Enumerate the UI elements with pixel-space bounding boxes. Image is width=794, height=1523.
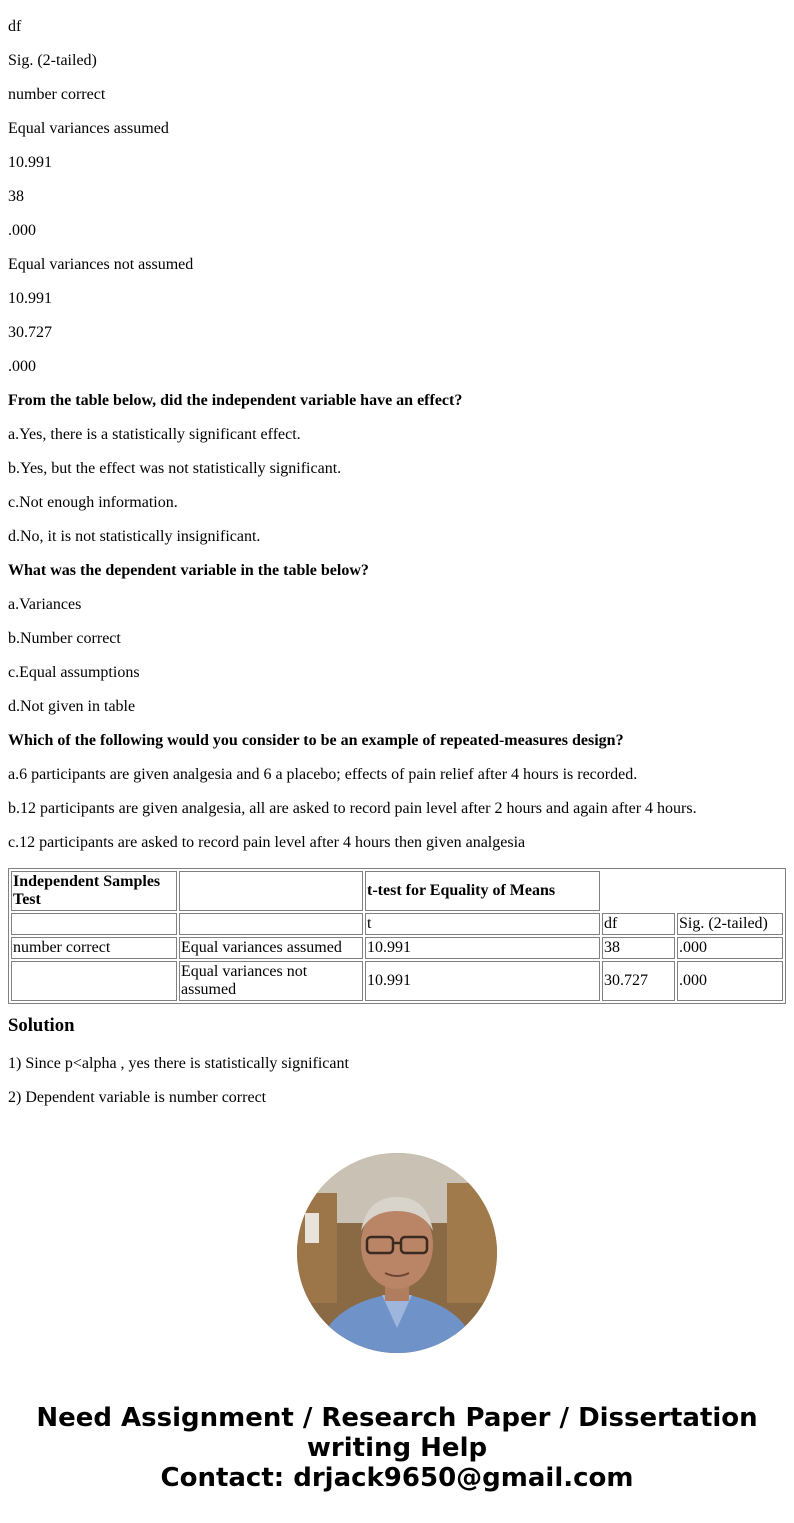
text-line: Equal variances not assumed — [8, 256, 194, 273]
table-cell: 10.991 — [365, 937, 600, 959]
table-row — [11, 871, 783, 911]
table-cell: 38 — [602, 937, 675, 959]
question-2: What was the dependent variable in the table below? — [8, 562, 369, 579]
column-header-t: t — [365, 913, 600, 935]
text-line: 10.991 — [8, 290, 52, 307]
q2-option-d: d.Not given in table — [8, 698, 136, 715]
solution-answer-1: 1) Since p<alpha , yes there is statistically significant — [8, 1055, 349, 1072]
promo-line-2: writing Help — [306, 1433, 488, 1463]
text-line: .000 — [8, 358, 36, 375]
table-cell — [11, 961, 177, 1001]
table-cell: 30.727 — [602, 961, 675, 1001]
portrait-illustration — [297, 1153, 497, 1353]
promo-banner — [0, 1403, 794, 1493]
text-line: Equal variances assumed — [8, 120, 169, 137]
q1-option-a: a.Yes, there is a statistically significant effect. — [8, 426, 301, 443]
table-cell — [179, 871, 363, 911]
q2-option-a: a.Variances — [8, 596, 82, 613]
table-cell: .000 — [677, 961, 783, 1001]
solution-answer-2: 2) Dependent variable is number correct — [8, 1089, 267, 1106]
q2-option-c: c.Equal assumptions — [8, 664, 140, 681]
table-cell: Equal variances assumed — [179, 937, 363, 959]
table-row — [11, 937, 783, 959]
table-row — [11, 913, 783, 935]
avatar — [297, 1153, 497, 1353]
table-title: Independent Samples Test — [11, 871, 177, 911]
q3-option-b: b.12 participants are given analgesia, all are asked to record pain level after 2 hours and again after 4 hours. — [8, 800, 697, 817]
table-cell: number correct — [11, 937, 177, 959]
q2-option-b: b.Number correct — [8, 630, 121, 647]
independent-samples-table — [8, 868, 786, 1004]
q1-option-c: c.Not enough information. — [8, 494, 178, 511]
text-line: Sig. (2-tailed) — [8, 52, 97, 69]
table-cell: 10.991 — [365, 961, 600, 1001]
table-row — [11, 961, 783, 1001]
column-header-sig: Sig. (2-tailed) — [677, 913, 783, 935]
text-line: number correct — [8, 86, 106, 103]
promo-contact: Contact: drjack9650@gmail.com — [160, 1463, 634, 1493]
q1-option-d: d.No, it is not statistically insignificant. — [8, 528, 261, 545]
table-cell — [11, 913, 177, 935]
table-cell: .000 — [677, 937, 783, 959]
table-cell — [179, 913, 363, 935]
text-line: 30.727 — [8, 324, 52, 341]
solution-heading: Solution — [8, 1015, 75, 1036]
question-3: Which of the following would you consider to be an example of repeated-measures design? — [8, 732, 624, 749]
q3-option-c: c.12 participants are asked to record pain level after 4 hours then given analgesia — [8, 834, 526, 851]
table-cell: Equal variances not assumed — [179, 961, 363, 1001]
q3-option-a: a.6 participants are given analgesia and 6 a placebo; effects of pain relief after 4 hours is recorded. — [8, 766, 638, 783]
text-line: 10.991 — [8, 154, 52, 171]
question-1: From the table below, did the independent variable have an effect? — [8, 392, 463, 409]
text-line: .000 — [8, 222, 36, 239]
text-line: 38 — [8, 188, 24, 205]
q1-option-b: b.Yes, but the effect was not statistically significant. — [8, 460, 342, 477]
column-header-df: df — [602, 913, 675, 935]
promo-line-1: Need Assignment / Research Paper / Dissertation — [36, 1403, 758, 1433]
table-group-header: t-test for Equality of Means — [365, 871, 600, 911]
table-cell — [602, 871, 783, 911]
text-line: df — [8, 18, 22, 35]
